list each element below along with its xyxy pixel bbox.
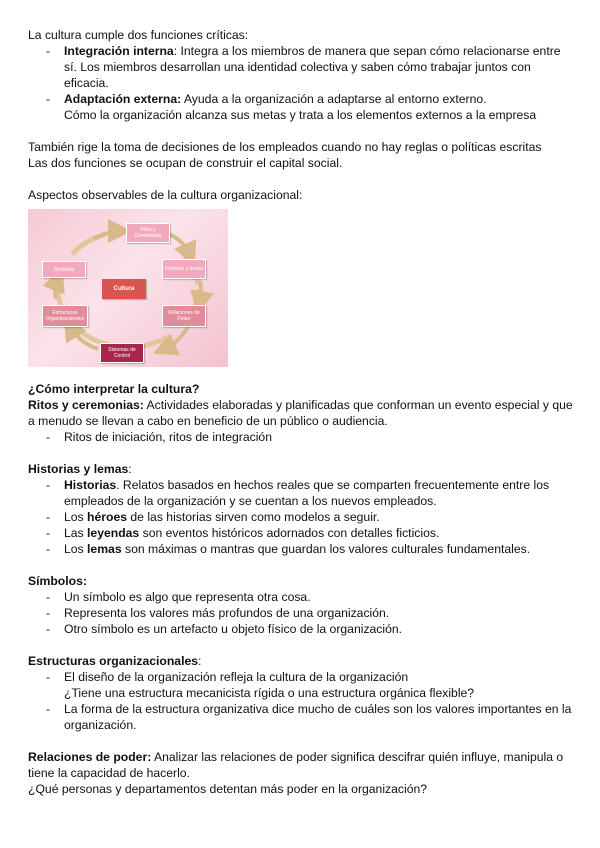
diagram-node-control: Sistemas de Control [100, 343, 144, 363]
term-ritos: Ritos y ceremonias: [28, 398, 144, 412]
term-poder: Relaciones de poder: [28, 750, 152, 764]
historias-heading-text: Historias y lemas [28, 462, 129, 476]
diagram-node-historias: Historias y lemas [162, 259, 206, 279]
adaptacion-text: Ayuda a la organización a adaptarse al entorno externo. [183, 92, 487, 106]
list-item [28, 541, 576, 557]
diagram-node-estructuras: Estructuras Organizacionales [42, 305, 88, 327]
item-pre: Los [64, 510, 88, 524]
integracion-text: Integra a los miembros de manera que sepan cómo relacionarse entre sí. Los miembros desarrollan una identidad colectiva y saben cómo trabajar juntos con eficacia. [64, 44, 561, 90]
intro-text: La cultura cumple dos funciones críticas: [28, 28, 249, 42]
item-post: son eventos históricos adornados con detalles ficticios. [139, 526, 440, 540]
item-pre: Las [64, 526, 88, 540]
functions-list [28, 43, 576, 123]
estructuras-list [28, 669, 576, 733]
poder-paragraph [28, 749, 576, 781]
list-item [28, 43, 576, 91]
item-post: son máximas o mantras que guardan los valores culturales fundamentales. [121, 542, 531, 556]
simbolos-heading-text: Símbolos: [28, 574, 87, 588]
list-item [28, 701, 576, 733]
paragraph-decisions: También rige la toma de decisiones de los empleados cuando no hay reglas o políticas escritas [28, 140, 542, 154]
list-item: - Un símbolo es algo que representa otra cosa. [28, 589, 576, 605]
interpret-heading-text: ¿Cómo interpretar la cultura? [28, 382, 200, 396]
item-term: héroes [87, 510, 128, 524]
item-term: leyendas [87, 526, 140, 540]
interpret-heading [28, 381, 576, 397]
list-item: - Otro símbolo es un artefacto u objeto físico de la organización. [28, 621, 576, 637]
item-line-2: ¿Tiene una estructura mecanicista rígida o una estructura orgánica flexible? [64, 686, 475, 700]
ritos-list [28, 429, 576, 445]
estructuras-heading-text: Estructuras organizacionales [28, 654, 199, 668]
item-term: Historias [64, 478, 117, 492]
list-item [28, 525, 576, 541]
list-item [28, 669, 576, 701]
item-line: El diseño de la organización refleja la cultura de la organización [64, 670, 409, 684]
historias-list [28, 477, 576, 557]
document-page [28, 27, 576, 797]
estructuras-heading [28, 653, 576, 669]
paragraph-capital: Las dos funciones se ocupan de construir el capital social. [28, 156, 343, 170]
historias-heading [28, 461, 576, 477]
diagram-node-ritos: Ritos y Ceremonias [126, 223, 170, 243]
separator: : [128, 462, 132, 476]
poder-text: Analizar las relaciones de poder significa descifrar quién influye, manipula o tiene la capacidad de hacerlo. [28, 750, 564, 780]
term-adaptacion: Adaptación externa: [64, 92, 182, 106]
diagram-node-simbolos: Símbolos [42, 261, 86, 278]
item-pre: Los [64, 542, 88, 556]
item-post: de las historias sirven como modelos a seguir. [127, 510, 380, 524]
list-item [28, 477, 576, 509]
item-line: La forma de la estructura organizativa dice mucho de cuáles son los valores importantes en la organización. [64, 702, 572, 732]
aspects-heading: Aspectos observables de la cultura organizacional: [28, 188, 303, 202]
simbolos-list [28, 589, 576, 637]
adaptacion-text-2: Cómo la organización alcanza sus metas y trata a los elementos externos a la empresa [64, 108, 537, 122]
list-item: - Representa los valores más profundos de una organización. [28, 605, 576, 621]
list-item [28, 509, 576, 525]
list-item [28, 91, 576, 123]
diagram-node-poder: Relaciones de Poder [162, 305, 206, 327]
culture-cycle-diagram [28, 209, 228, 367]
poder-question: ¿Qué personas y departamentos detentan más poder en la organización? [28, 782, 428, 796]
ritos-paragraph [28, 397, 576, 429]
ritos-text: Actividades elaboradas y planificadas que conforman un evento especial y que a menudo se llevan a cabo en beneficio de un público o audiencia. [28, 398, 573, 428]
simbolos-heading [28, 573, 576, 589]
item-term: lemas [87, 542, 122, 556]
diagram-node-cultura: Cultura [102, 279, 146, 299]
list-item: - Ritos de iniciación, ritos de integración [28, 429, 576, 445]
separator: : [173, 44, 181, 58]
term-integracion: Integración interna [64, 44, 174, 58]
item-post: . Relatos basados en hechos reales que se comparten frecuentemente entre los empleados de la organización y se cuentan a los nuevos empleados. [64, 478, 550, 508]
separator: : [198, 654, 202, 668]
